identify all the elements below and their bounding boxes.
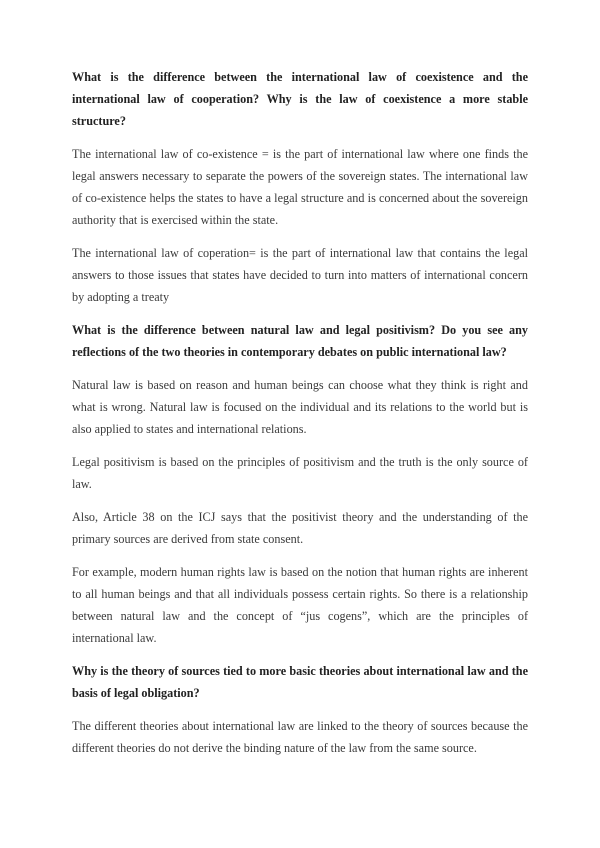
question-2-paragraph-2: Legal positivism is based on the principles of positivism and the truth is the only source of law.: [72, 455, 528, 491]
question-1-heading: What is the difference between the international law of coexistence and the international law of cooperation? Why is the law of coexistence a more stable structure?: [72, 70, 528, 128]
question-1-paragraph-2: The international law of coperation= is the part of international law that contains the legal answers to those issues that states have decided to turn into matters of international concern by adopting a treaty: [72, 246, 528, 304]
question-2-paragraph-4: For example, modern human rights law is based on the notion that human rights are inherent to all human beings and that all individuals possess certain rights. So there is a relationship between natural law and the concept of “jus cogens”, which are the principles of international law.: [72, 565, 528, 645]
question-3-paragraph-1: The different theories about international law are linked to the theory of sources because the different theories do not derive the binding nature of the law from the same source.: [72, 719, 528, 755]
question-1-paragraph-1: The international law of co-existence = is the part of international law where one finds the legal answers necessary to separate the powers of the sovereign states. The international law of co-existence helps the states to have a legal structure and is concerned about the sovereign authority that is exercised within the state.: [72, 147, 528, 227]
question-3-heading: Why is the theory of sources tied to more basic theories about international law and the basis of legal obligation?: [72, 664, 528, 700]
question-2-paragraph-1: Natural law is based on reason and human beings can choose what they think is right and what is wrong. Natural law is focused on the individual and its relations to the world but is also applied to states and international relations.: [72, 378, 528, 436]
question-2-heading: What is the difference between natural law and legal positivism? Do you see any reflections of the two theories in contemporary debates on public international law?: [72, 323, 528, 359]
question-2-paragraph-3: Also, Article 38 on the ICJ says that the positivist theory and the understanding of the primary sources are derived from state consent.: [72, 510, 528, 546]
document-page: [72, 66, 528, 770]
